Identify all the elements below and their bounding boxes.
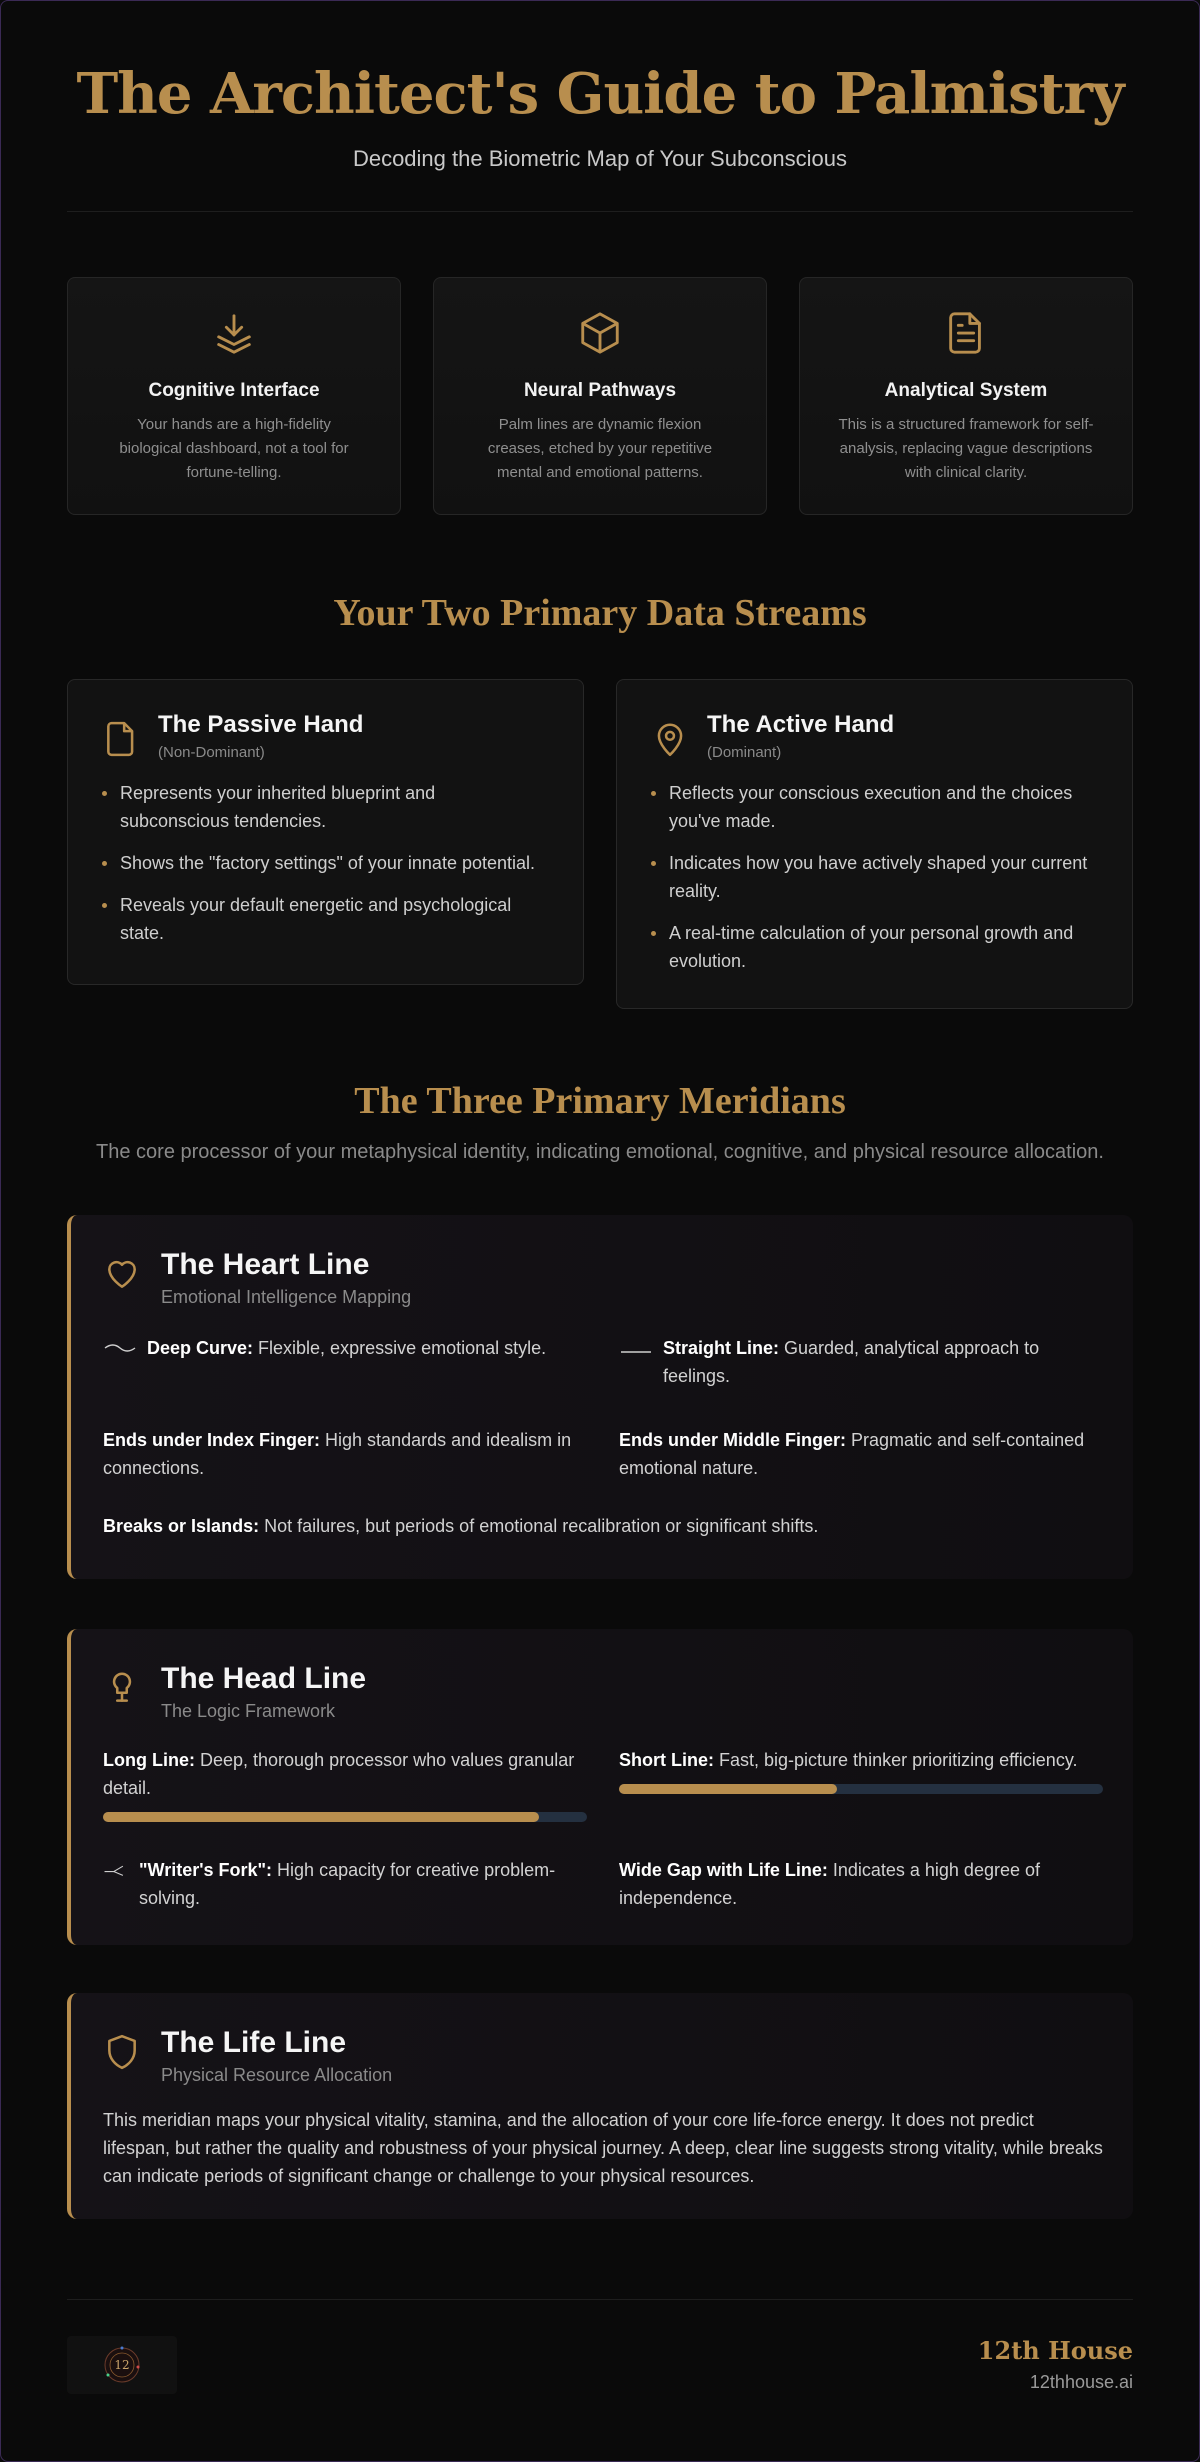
straight-line-icon [619, 1334, 653, 1366]
feature-title: Neural Pathways [523, 380, 677, 401]
index-finger-item [103, 1426, 587, 1482]
passive-hand-list [102, 779, 549, 947]
feature-title: Cognitive Interface [148, 380, 320, 401]
item-label: Deep Curve: [147, 1338, 254, 1358]
item-text: Indicates a high degree of independence. [619, 1860, 1040, 1908]
item-label: Straight Line: [663, 1338, 779, 1358]
fork-icon [103, 1856, 129, 1888]
middle-finger-item [619, 1426, 1103, 1482]
shield-icon [103, 2025, 141, 2076]
short-line-item [619, 1746, 1103, 1822]
brand-logo[interactable] [67, 2336, 177, 2394]
item-text: Not failures, but periods of emotional recalibration or significant shifts. [259, 1516, 819, 1536]
item-text: Fast, big-picture thinker prioritizing efficiency. [714, 1750, 1078, 1770]
brand-block [978, 2336, 1133, 2393]
divider [67, 211, 1133, 212]
item-text: High capacity for creative problem-solving. [139, 1860, 556, 1908]
list-item: Shows the "factory settings" of your innate potential. [102, 849, 549, 877]
card-title: The Head Line [161, 1662, 367, 1695]
feature-cards [67, 277, 1133, 515]
heart-line-card [67, 1215, 1133, 1579]
feature-text: This is a structured framework for self-analysis, replacing vague descriptions with clinical clarity. [838, 416, 1094, 481]
curve-line-icon [103, 1334, 137, 1366]
long-line-item [103, 1746, 587, 1822]
page-subtitle: Decoding the Biometric Map of Your Subconscious [352, 146, 848, 171]
logo-text: 12 [114, 2358, 130, 2372]
head-line-card [67, 1629, 1133, 1945]
item-text: High standards and idealism in connections. [103, 1430, 572, 1478]
straight-line-item [619, 1334, 1103, 1390]
long-line-bar-fill [103, 1812, 539, 1822]
footer-divider [67, 2299, 1133, 2300]
item-label: Breaks or Islands: [103, 1516, 260, 1536]
list-item: Reflects your conscious execution and the choices you've made. [651, 779, 1098, 835]
short-line-bar-fill [619, 1784, 837, 1794]
map-pin-icon [651, 710, 689, 763]
zodiac-wheel-icon [102, 2345, 142, 2385]
feature-title: Analytical System [884, 380, 1048, 401]
card-tag: (Dominant) [707, 744, 782, 761]
brand-url[interactable]: 12thhouse.ai [1029, 2372, 1133, 2392]
feature-card-cognitive [67, 277, 401, 515]
item-label: "Writer's Fork": [139, 1860, 273, 1880]
list-item: Indicates how you have actively shaped your current reality. [651, 849, 1098, 905]
card-title: The Life Line [161, 2026, 347, 2059]
feature-text: Your hands are a high-fidelity biological dashboard, not a tool for fortune-telling. [119, 416, 349, 481]
heart-icon [103, 1247, 141, 1298]
cube-icon [577, 343, 623, 360]
life-line-description: This meridian maps your physical vitality, stamina, and the allocation of your core life-force energy. It does not predict lifespan, but rather the quality and robustness of your physical journey. A deep, clear line suggests strong vitality, while breaks can indicate periods of significant change or challenge to your physical resources. [103, 2110, 1103, 2186]
deep-curve-item [103, 1334, 587, 1390]
writers-fork-item [103, 1856, 587, 1912]
active-hand-card [616, 679, 1133, 1009]
item-text: Pragmatic and self-contained emotional nature. [619, 1430, 1085, 1478]
document-icon [943, 343, 989, 360]
wide-gap-item [619, 1856, 1103, 1912]
hand-cards [67, 679, 1133, 1009]
card-subtitle: The Logic Framework [161, 1701, 336, 1721]
list-item: Represents your inherited blueprint and subconscious tendencies. [102, 779, 549, 835]
file-icon [102, 710, 140, 763]
short-line-bar [619, 1784, 1103, 1794]
item-label: Short Line: [619, 1750, 714, 1770]
passive-hand-card [67, 679, 584, 985]
section-title-meridians: The Three Primary Meridians [354, 1080, 846, 1122]
active-hand-list [651, 779, 1098, 975]
card-title: The Passive Hand [158, 711, 364, 738]
lightbulb-icon [103, 1661, 141, 1712]
item-label: Ends under Middle Finger: [619, 1430, 847, 1450]
feature-card-analytical [799, 277, 1133, 515]
item-text: Guarded, analytical approach to feelings. [663, 1338, 1040, 1386]
card-tag: (Non-Dominant) [158, 744, 265, 761]
breaks-item [103, 1512, 1103, 1540]
item-label: Long Line: [103, 1750, 195, 1770]
item-label: Ends under Index Finger: [103, 1430, 321, 1450]
item-text: Deep, thorough processor who values granular detail. [103, 1750, 575, 1798]
section-subtitle-meridians: The core processor of your metaphysical identity, indicating emotional, cognitive, and physical resource allocation. [96, 1141, 1104, 1163]
life-line-card [67, 1993, 1133, 2219]
card-subtitle: Physical Resource Allocation [161, 2065, 393, 2085]
section-title-streams: Your Two Primary Data Streams [333, 592, 867, 634]
card-title: The Heart Line [161, 1248, 370, 1281]
footer [67, 2336, 1133, 2394]
page-title: The Architect's Guide to Palmistry [76, 61, 1124, 127]
card-title: The Active Hand [707, 711, 895, 738]
feature-card-neural [433, 277, 767, 515]
layers-down-icon [211, 343, 257, 360]
feature-text: Palm lines are dynamic flexion creases, etched by your repetitive mental and emotional patterns. [487, 416, 713, 481]
card-subtitle: Emotional Intelligence Mapping [161, 1287, 412, 1307]
list-item: A real-time calculation of your personal growth and evolution. [651, 919, 1098, 975]
list-item: Reveals your default energetic and psychological state. [102, 891, 549, 947]
item-label: Wide Gap with Life Line: [619, 1860, 828, 1880]
brand-name: 12th House [977, 2336, 1133, 2365]
item-text: Flexible, expressive emotional style. [253, 1338, 547, 1358]
long-line-bar [103, 1812, 587, 1822]
